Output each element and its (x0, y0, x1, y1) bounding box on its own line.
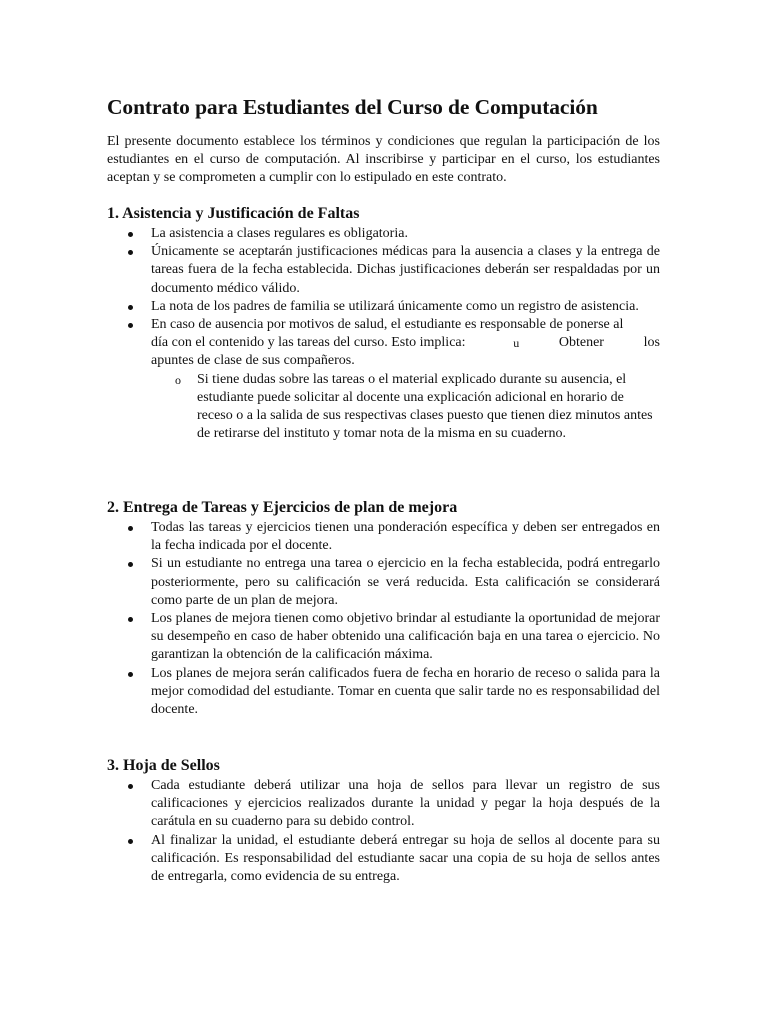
list-item (151, 243, 660, 298)
list-item-line (151, 334, 660, 352)
section-attendance (107, 203, 660, 443)
list-item (151, 519, 660, 555)
sub-list-item (175, 371, 660, 444)
list-item-text: Únicamente se aceptarán justificaciones médicas para la ausencia a clases y la entrega de tareas fuera de la fecha establecida. Dichas justificaciones deberán ser respaldadas por un documento médico válido. (151, 244, 660, 296)
bullet-icon (128, 526, 133, 531)
bullet-list (107, 225, 660, 443)
bullet-icon (128, 839, 133, 844)
bullet-icon (128, 250, 133, 255)
bullet-icon (128, 672, 133, 677)
list-item-text: día con el contenido y las tareas del curso. Esto implica: (151, 335, 466, 351)
list-item (151, 610, 660, 665)
list-item (151, 225, 660, 243)
list-item (151, 832, 660, 887)
bullet-icon (128, 323, 133, 328)
list-item-text: Todas las tareas y ejercicios tienen una ponderación específica y deben ser entregados en la fecha indicada por el docente. (151, 520, 660, 554)
list-item (151, 777, 660, 832)
document-page (107, 93, 660, 885)
sub-list-item-text: Si tiene dudas sobre las tareas o el material explicado durante su ausencia, el estudiante puede solicitar al docente una explicación adicional en horario de receso o a la salida de sus respectivas clases puesto que tienen diez minutos antes de retirarse del instituto y tomar nota de la misma en su cuaderno. (197, 371, 653, 442)
list-item-text: Cada estudiante deberá utilizar una hoja de sellos para llevar un registro de sus calificaciones y ejercicios realizados durante la unidad y pegar la hoja después de la carátula en su cuaderno para su debido control. (151, 778, 660, 830)
list-item-line: En caso de ausencia por motivos de salud, el estudiante es responsable de ponerse al (151, 317, 624, 333)
list-item (151, 298, 660, 316)
section-heading: 3. Hoja de Sellos (107, 757, 220, 774)
section-homework (107, 497, 660, 719)
list-item-text: Los planes de mejora serán calificados fuera de fecha en horario de receso o salida para la mejor comodidad del estudiante. Tomar en cuenta que salir tarde no es responsabilidad del docente. (151, 665, 660, 718)
list-item-text: los (643, 335, 660, 351)
bullet-icon (128, 562, 133, 567)
list-item-text: Si un estudiante no entrega una tarea o ejercicio en la fecha establecida, podrá entregarlo posteriormente, pero su calificación se verá reducida. Esta calificación se considerará como parte de un plan de mejora. (151, 556, 660, 608)
list-item-text: La asistencia a clases regulares es obligatoria. (151, 226, 408, 241)
circle-bullet-icon: o (175, 372, 181, 387)
document-title: Contrato para Estudiantes del Curso de Computación (107, 95, 598, 119)
bullet-list (107, 777, 660, 886)
list-item-text: Los planes de mejora tienen como objetivo brindar al estudiante la oportunidad de mejorar su desempeño en caso de haber obtenido una calificación baja en una tarea o ejercicio. No garantizan la obtención de la calificación máxima. (151, 611, 660, 663)
section-heading: 1. Asistencia y Justificación de Faltas (107, 205, 360, 222)
list-item (151, 665, 660, 720)
intro-paragraph: El presente documento establece los términos y condiciones que regulan la participación de los estudiantes en el curso de computación. Al inscribirse y participar en el curso, los estudiantes aceptan y se comprometen a cumplir con lo estipulado en este contrato. (107, 134, 660, 185)
list-item-text: Al finalizar la unidad, el estudiante deberá entregar su hoja de sellos al docente para su calificación. Es responsabilidad del estudiante sacar una copia de su hoja de sellos antes de entregarla, como evidencia de su entrega. (151, 832, 660, 885)
list-item-text: La nota de los padres de familia se utilizará únicamente como un registro de asistencia. (151, 298, 639, 314)
section-stamp-sheet (107, 755, 660, 886)
list-item (151, 555, 660, 610)
sub-list (151, 371, 660, 444)
section-heading: 2. Entrega de Tareas y Ejercicios de plan de mejora (107, 499, 458, 516)
list-item (151, 316, 660, 443)
bullet-icon (128, 784, 133, 789)
inline-marker-icon: u (513, 336, 520, 351)
bullet-icon (128, 305, 133, 310)
bullet-icon (128, 617, 133, 622)
list-item-text: Obtener (558, 335, 604, 351)
list-item-line: apuntes de clase de sus compañeros. (151, 353, 355, 369)
bullet-list (107, 519, 660, 719)
bullet-icon (128, 232, 133, 237)
